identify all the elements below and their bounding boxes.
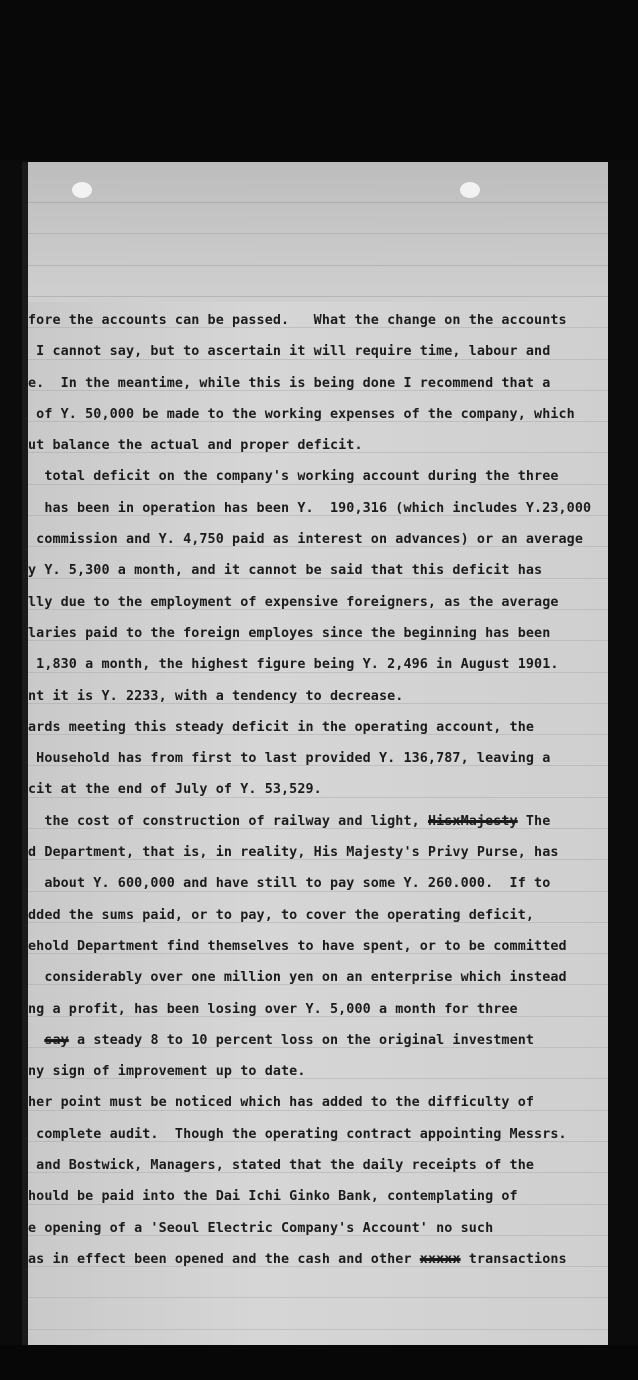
text-line (28, 743, 608, 774)
line-text-continued: The (517, 813, 551, 829)
text-line (28, 712, 608, 743)
ruled-line (28, 265, 608, 266)
text-line (28, 837, 608, 868)
line-text-continued: transactions (460, 1251, 567, 1267)
line-text: dded the sums paid, or to pay, to cover the operating deficit, (28, 907, 535, 923)
line-text: Household has from first to last provided Y. 136,787, leaving a (28, 751, 551, 767)
line-text: of Y. 50,000 be made to the working expenses of the company, which (28, 406, 575, 422)
struck-out-text: HisxMajesty (427, 813, 518, 829)
ruled-line (28, 1329, 608, 1330)
line-text: lly due to the employment of expensive foreigners, as the average (28, 594, 559, 610)
punch-hole-right (460, 182, 480, 198)
ruled-line (28, 233, 608, 234)
line-text-continued: a steady 8 to 10 percent loss on the original investment (68, 1032, 535, 1048)
line-text: ny sign of improvement up to date. (28, 1064, 306, 1080)
text-line (28, 368, 608, 399)
text-line (28, 681, 608, 712)
line-text: d Department, that is, in reality, His Majesty's Privy Purse, has (28, 845, 559, 861)
line-text: laries paid to the foreign employes since the beginning has been (28, 625, 551, 641)
text-line (28, 1119, 608, 1150)
text-line (28, 774, 608, 805)
line-text: hould be paid into the Dai Ichi Ginko Bank, contemplating of (28, 1189, 518, 1205)
text-line (28, 1150, 608, 1181)
film-margin-top (0, 0, 638, 160)
text-line (28, 900, 608, 931)
text-line (28, 336, 608, 367)
line-text: e. In the meantime, while this is being done I recommend that a (28, 375, 551, 391)
line-text: total deficit on the company's working account during the three (28, 469, 559, 485)
text-line (28, 1056, 608, 1087)
line-text (28, 1033, 44, 1048)
text-line (28, 1087, 608, 1118)
text-line (28, 493, 608, 524)
punch-hole-left (72, 182, 92, 198)
struck-out-text: say (44, 1032, 69, 1048)
line-text: and Bostwick, Managers, stated that the daily receipts of the (28, 1158, 535, 1174)
text-line (28, 868, 608, 899)
text-line (28, 524, 608, 555)
text-line (28, 1244, 608, 1275)
line-text: fore the accounts can be passed. What the change on the accounts (28, 313, 567, 328)
line-text: commission and Y. 4,750 paid as interest on advances) or an average (28, 532, 584, 548)
ruled-line (28, 1297, 608, 1298)
line-text: 1,830 a month, the highest figure being Y. 2,496 in August 1901. (28, 657, 559, 673)
ruled-line (28, 296, 608, 297)
line-text: nt it is Y. 2233, with a tendency to decrease. (28, 688, 404, 704)
text-line (28, 555, 608, 586)
text-line (28, 931, 608, 962)
line-text: y Y. 5,300 a month, and it cannot be said that this deficit has (28, 563, 543, 579)
line-text: ards meeting this steady deficit in the operating account, the (28, 719, 535, 735)
line-text: cit at the end of July of Y. 53,529. (28, 782, 322, 798)
ruled-line (28, 202, 608, 203)
text-line (28, 587, 608, 618)
line-text: as in effect been opened and the cash and other (28, 1251, 420, 1267)
line-text: complete audit. Though the operating contract appointing Messrs. (28, 1126, 567, 1142)
text-line (28, 305, 608, 336)
text-line (28, 649, 608, 680)
line-text: e opening of a 'Seoul Electric Company's Account' no such (28, 1220, 494, 1236)
text-line (28, 618, 608, 649)
film-margin-bottom (0, 1345, 638, 1380)
line-text: ng a profit, has been losing over Y. 5,000 a month for three (28, 1001, 518, 1017)
text-line (28, 461, 608, 492)
text-line (28, 1181, 608, 1212)
line-text: ut balance the actual and proper deficit. (28, 438, 363, 454)
text-line (28, 1213, 608, 1244)
text-line (28, 994, 608, 1025)
text-line (28, 430, 608, 461)
text-line (28, 806, 608, 837)
text-line (28, 962, 608, 993)
line-text: ehold Department find themselves to have spent, or to be committed (28, 938, 567, 954)
struck-out-text: xxxxx (419, 1251, 461, 1267)
line-text: about Y. 600,000 and have still to pay some Y. 260.000. If to (28, 876, 551, 892)
line-text: has been in operation has been Y. 190,316 (which includes Y.23,000 (28, 500, 592, 516)
line-text: I cannot say, but to ascertain it will require time, labour and (28, 344, 551, 360)
page-header-area (28, 162, 608, 302)
document-page (28, 162, 608, 1345)
text-line (28, 399, 608, 430)
text-line (28, 1025, 608, 1056)
line-text: considerably over one million yen on an enterprise which instead (28, 970, 567, 986)
line-text: her point must be noticed which has added to the difficulty of (28, 1095, 535, 1111)
line-text: the cost of construction of railway and light, (28, 813, 428, 829)
typed-text-body (28, 305, 608, 1275)
